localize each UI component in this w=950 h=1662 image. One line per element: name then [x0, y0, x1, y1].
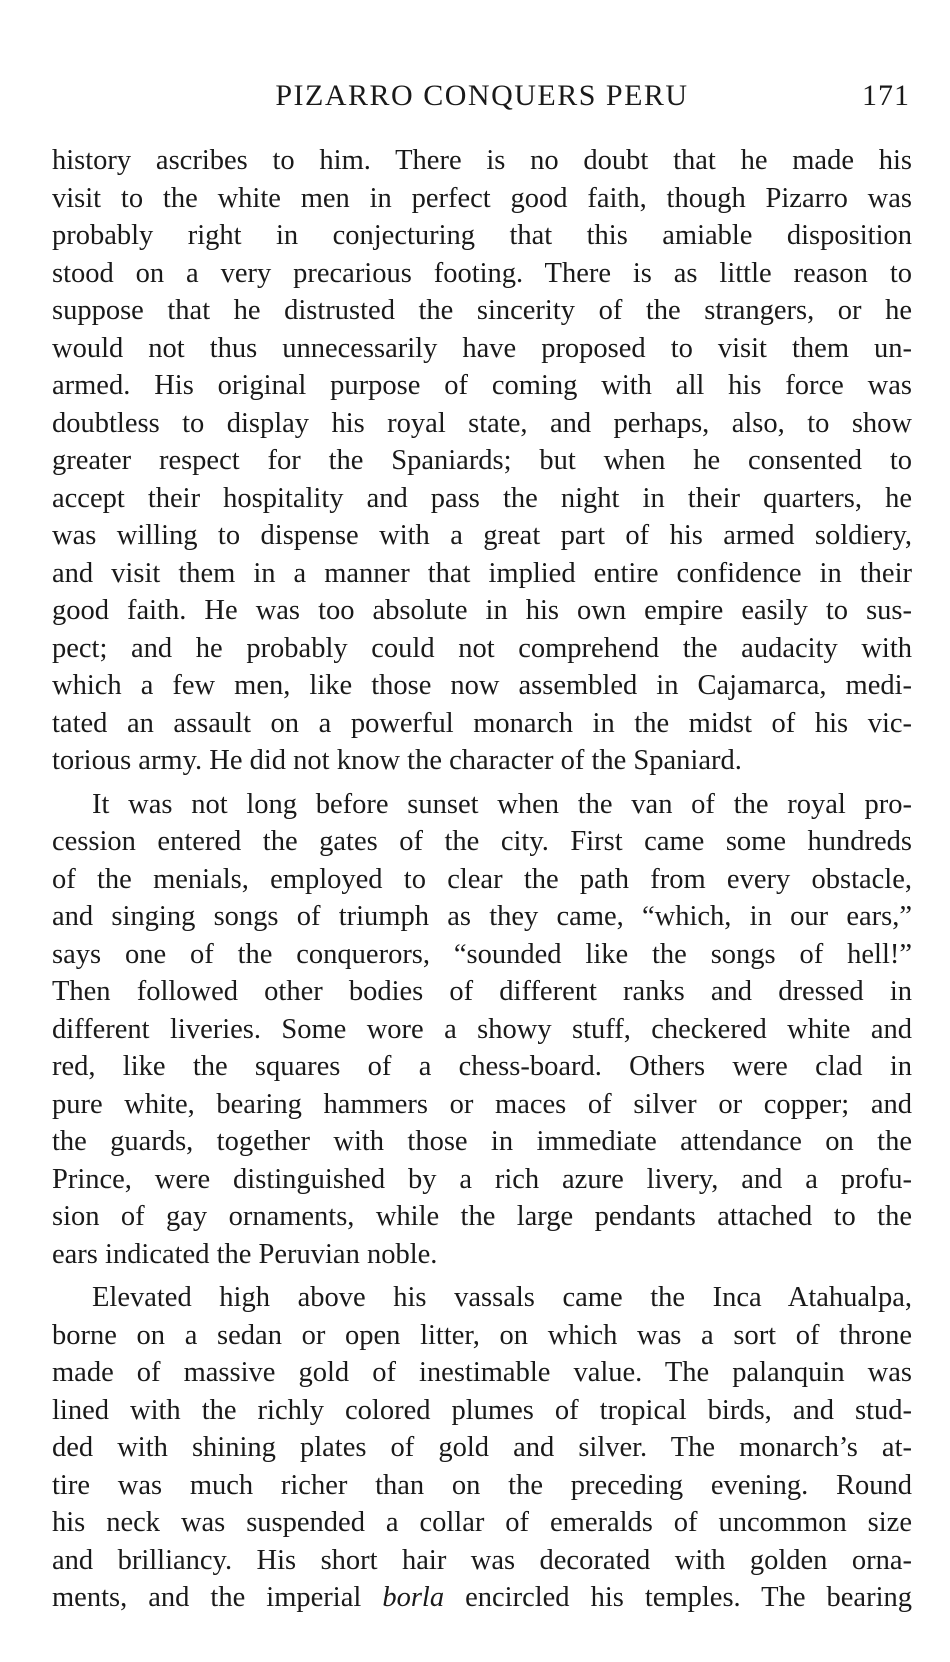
text-line: history ascribes to him. There is no doubt that he made his: [52, 145, 912, 176]
text-line: the guards, together with those in immediate attendance on the: [52, 1126, 912, 1157]
text-line: would not thus unnecessarily have proposed to visit them un-: [52, 332, 912, 364]
text-line: sion of gay ornaments, while the large pendants attached to the: [52, 1201, 912, 1232]
text-line: suppose that he distrusted the sincerity of the strangers, or he: [52, 295, 912, 326]
text-line: accept their hospitality and pass the night in their quarters, he: [52, 482, 912, 514]
text-line: and visit them in a manner that implied entire confidence in their: [52, 557, 912, 589]
text-line: armed. His original purpose of coming with all his force was: [52, 370, 912, 401]
text-line: pure white, bearing hammers or maces of silver or copper; and: [52, 1088, 912, 1120]
text-line: cession entered the gates of the city. First came some hundreds: [52, 826, 912, 857]
text-line: Prince, were distinguished by a rich azure livery, and a profu-: [52, 1163, 912, 1195]
text-segment: ments, and the imperial: [52, 1582, 383, 1613]
italic-term: borla: [382, 1582, 445, 1613]
text-line: good faith. He was too absolute in his own empire easily to sus-: [52, 595, 912, 626]
text-line: says one of the conquerors, “sounded like the songs of hell!”: [52, 938, 912, 970]
paragraph-1: [52, 142, 912, 780]
text-line: greater respect for the Spaniards; but when he consented to: [52, 445, 912, 476]
text-line: red, like the squares of a chess-board. Others were clad in: [52, 1051, 912, 1082]
body-text: [52, 142, 912, 1617]
text-line: stood on a very precarious footing. There is as little reason to: [52, 257, 912, 289]
text-line: It was not long before sunset when the van of the royal pro-: [92, 788, 912, 820]
text-line: Then followed other bodies of different ranks and dressed in: [52, 976, 912, 1007]
text-line: which a few men, like those now assembled in Cajamarca, medi-: [52, 670, 912, 701]
text-line: visit to the white men in perfect good faith, though Pizarro was: [52, 182, 912, 214]
text-line: [52, 1579, 912, 1617]
text-line: made of massive gold of inestimable value. The palanquin was: [52, 1357, 912, 1388]
text-line: ded with shining plates of gold and silver. The monarch’s at-: [52, 1432, 912, 1463]
running-head: [52, 78, 912, 114]
text-line: different liveries. Some wore a showy stuff, checkered white and: [52, 1013, 912, 1045]
text-line: lined with the richly colored plumes of tropical birds, and stud-: [52, 1394, 912, 1426]
text-segment: encircled his temples. The bearing: [444, 1582, 912, 1613]
text-line: probably right in conjecturing that this amiable disposition: [52, 220, 912, 251]
text-line: tated an assault on a powerful monarch in the midst of his vic-: [52, 707, 912, 739]
running-title: PIZARRO CONQUERS PERU: [275, 79, 689, 112]
text-line: pect; and he probably could not comprehend the audacity with: [52, 632, 912, 664]
text-line: was willing to dispense with a great part of his armed soldiery,: [52, 520, 912, 551]
text-line: and brilliancy. His short hair was decorated with golden orna-: [52, 1544, 912, 1576]
text-line: tire was much richer than on the preceding evening. Round: [52, 1469, 912, 1501]
text-line: Elevated high above his vassals came the Inca Atahualpa,: [92, 1282, 912, 1313]
text-line: borne on a sedan or open litter, on which was a sort of throne: [52, 1319, 912, 1351]
text-line: and singing songs of triumph as they came, “which, in our ears,”: [52, 901, 912, 932]
text-line: ears indicated the Peruvian noble.: [52, 1238, 438, 1270]
text-line: of the menials, employed to clear the path from every obstacle,: [52, 863, 912, 895]
paragraph-3: [52, 1279, 912, 1617]
paragraph-2: [52, 786, 912, 1274]
text-line: torious army. He did not know the character of the Spaniard.: [52, 745, 742, 776]
page-number: 171: [862, 79, 910, 112]
text-line: doubtless to display his royal state, and perhaps, also, to show: [52, 407, 912, 439]
text-line: his neck was suspended a collar of emeralds of uncommon size: [52, 1507, 912, 1538]
